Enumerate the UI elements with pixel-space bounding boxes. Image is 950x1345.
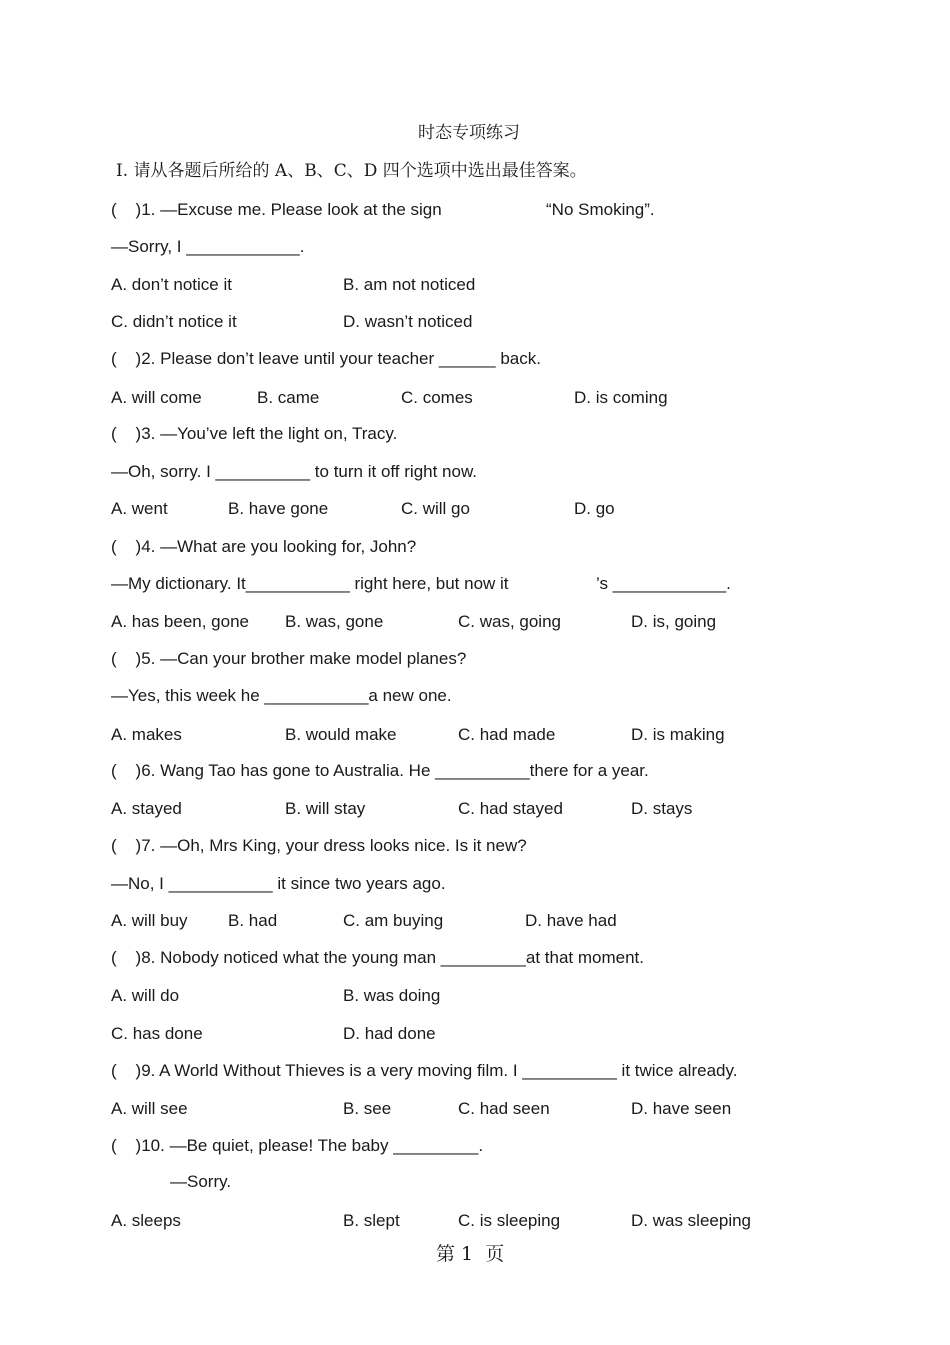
question-10-option-d: D. was sleeping — [631, 1211, 752, 1230]
question-8-option-a: A. will do — [111, 986, 180, 1005]
page-number: 第 1 页 — [436, 1243, 505, 1265]
question-1-sign: “No Smoking”. — [546, 200, 655, 219]
question-2-option-d: D. is coming — [574, 388, 668, 407]
question-6-option-d: D. stays — [631, 799, 693, 818]
question-3-option-c: C. will go — [401, 499, 470, 518]
question-10-option-a: A. sleeps — [111, 1211, 181, 1230]
question-2-stem: ( )2. Please don’t leave until your teacher ______ back. — [111, 349, 541, 368]
question-5-stem: ( )5. —Can your brother make model planes? — [111, 649, 467, 668]
question-7-option-a: A. will buy — [111, 911, 188, 930]
question-1-option-c: C. didn’t notice it — [111, 312, 237, 331]
question-1-option-a: A. don’t notice it — [111, 275, 232, 294]
question-7-option-c: C. am buying — [343, 911, 444, 930]
question-2-option-b: B. came — [257, 388, 320, 407]
question-7-option-d: D. have had — [525, 911, 617, 930]
question-10-option-c: C. is sleeping — [458, 1211, 561, 1230]
question-9-option-a: A. will see — [111, 1099, 188, 1118]
question-2-option-c: C. comes — [401, 388, 473, 407]
question-1-reply: —Sorry, I ____________. — [111, 237, 305, 256]
question-1-stem: ( )1. —Excuse me. Please look at the sign — [111, 200, 442, 219]
question-6-option-c: C. had stayed — [458, 799, 563, 818]
question-7-option-b: B. had — [228, 911, 278, 930]
page-title: 时态专项练习 — [418, 123, 520, 143]
question-3-option-d: D. go — [574, 499, 615, 518]
question-7-stem: ( )7. —Oh, Mrs King, your dress looks nice. Is it new? — [111, 836, 527, 855]
question-6-stem: ( )6. Wang Tao has gone to Australia. He __________there for a year. — [111, 761, 649, 780]
question-2-option-a: A. will come — [111, 388, 202, 407]
question-4-stem: ( )4. —What are you looking for, John? — [111, 537, 417, 556]
question-9-stem: ( )9. A World Without Thieves is a very moving film. I __________ it twice already. — [111, 1061, 738, 1080]
question-8-option-d: D. had done — [343, 1024, 436, 1043]
question-8-option-c: C. has done — [111, 1024, 203, 1043]
question-3-stem: ( )3. —You’ve left the light on, Tracy. — [111, 424, 398, 443]
question-10-option-b: B. slept — [343, 1211, 400, 1230]
question-9-option-b: B. see — [343, 1099, 392, 1118]
question-4-option-d: D. is, going — [631, 612, 717, 631]
question-3-option-b: B. have gone — [228, 499, 329, 518]
question-9-option-c: C. had seen — [458, 1099, 550, 1118]
question-9-option-d: D. have seen — [631, 1099, 732, 1118]
question-4-option-b: B. was, gone — [285, 612, 384, 631]
question-7-reply: —No, I ___________ it since two years ago. — [111, 874, 446, 893]
question-4-option-c: C. was, going — [458, 612, 561, 631]
question-5-option-d: D. is making — [631, 725, 725, 744]
question-1-option-b: B. am not noticed — [343, 275, 476, 294]
question-3-option-a: A. went — [111, 499, 168, 518]
question-4-reply-end: ’s ____________. — [596, 574, 731, 593]
question-6-option-a: A. stayed — [111, 799, 182, 818]
question-8-stem: ( )8. Nobody noticed what the young man _________at that moment. — [111, 948, 645, 967]
question-5-option-a: A. makes — [111, 725, 182, 744]
question-8-option-b: B. was doing — [343, 986, 441, 1005]
question-4-reply: —My dictionary. It___________ right here, but now it — [111, 574, 509, 593]
question-10-reply: —Sorry. — [170, 1172, 232, 1191]
question-5-reply: —Yes, this week he ___________a new one. — [111, 686, 452, 705]
question-10-stem: ( )10. —Be quiet, please! The baby _________. — [111, 1136, 484, 1155]
question-5-option-c: C. had made — [458, 725, 556, 744]
question-6-option-b: B. will stay — [285, 799, 366, 818]
question-1-option-d: D. wasn’t noticed — [343, 312, 473, 331]
instruction: Ⅰ. 请从各题后所给的 A、B、C、D 四个选项中选出最佳答案。 — [116, 161, 587, 181]
question-5-option-b: B. would make — [285, 725, 397, 744]
question-4-option-a: A. has been, gone — [111, 612, 250, 631]
question-3-reply: —Oh, sorry. I __________ to turn it off right now. — [111, 462, 478, 481]
